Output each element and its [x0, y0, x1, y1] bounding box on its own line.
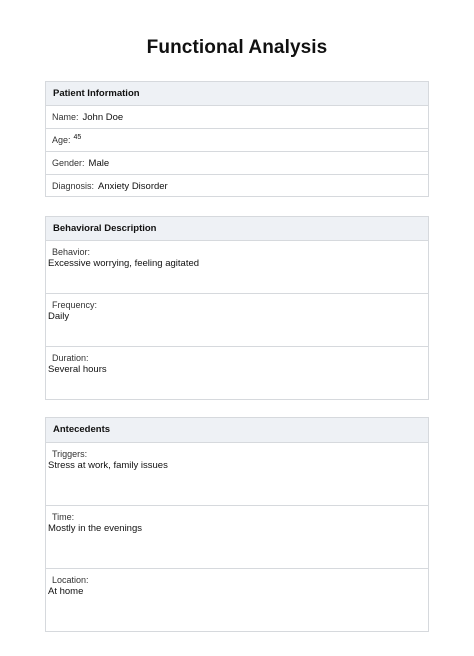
frequency-label: Frequency: — [52, 300, 98, 310]
location-row — [46, 569, 428, 631]
name-value: John Doe — [82, 111, 124, 123]
age-label: Age: — [52, 135, 71, 145]
name-row — [46, 106, 428, 129]
gender-row — [46, 152, 428, 175]
page-title: Functional Analysis — [146, 37, 328, 58]
frequency-row — [46, 294, 428, 347]
duration-value: Several hours — [48, 364, 107, 375]
diagnosis-row — [46, 175, 428, 197]
duration-row — [46, 347, 428, 399]
age-row — [46, 129, 428, 152]
patient-information-section — [45, 81, 429, 197]
location-value: At home — [48, 586, 84, 597]
behavior-value: Excessive worrying, feeling agitated — [48, 258, 200, 269]
diagnosis-label: Diagnosis: — [52, 181, 95, 191]
time-label: Time: — [52, 512, 75, 522]
age-value: 45 — [73, 133, 82, 141]
triggers-row — [46, 443, 428, 506]
triggers-label: Triggers: — [52, 449, 88, 459]
behavioral-description-header: Behavioral Description — [46, 217, 428, 241]
time-row — [46, 506, 428, 569]
frequency-value: Daily — [48, 311, 70, 322]
time-value: Mostly in the evenings — [48, 523, 142, 534]
name-label: Name: — [52, 112, 79, 122]
diagnosis-value: Anxiety Disorder — [98, 180, 168, 192]
antecedents-header: Antecedents — [46, 418, 428, 443]
location-label: Location: — [52, 575, 89, 585]
behavior-label: Behavior: — [52, 247, 91, 257]
gender-value: Male — [88, 157, 110, 169]
patient-information-header: Patient Information — [46, 82, 428, 106]
behavior-row — [46, 241, 428, 294]
behavioral-description-section — [45, 216, 429, 400]
triggers-value: Stress at work, family issues — [48, 460, 168, 471]
gender-label: Gender: — [52, 158, 85, 168]
duration-label: Duration: — [52, 353, 89, 363]
antecedents-section — [45, 417, 429, 632]
